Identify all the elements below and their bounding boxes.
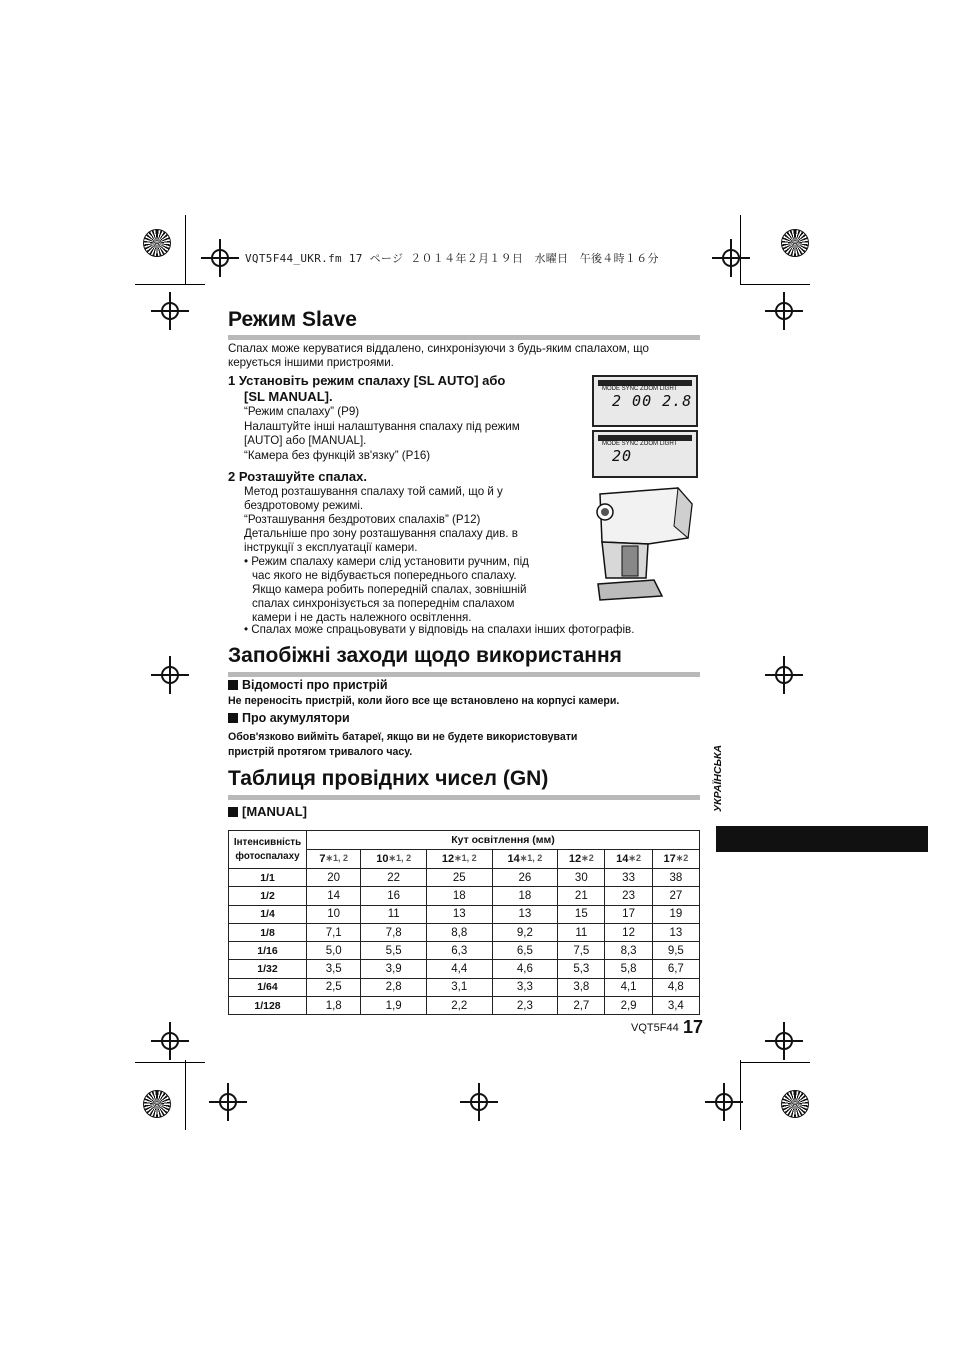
column-footnote: ∗2 xyxy=(675,853,689,863)
table-cell: 11 xyxy=(361,905,427,923)
table-cell: 1,9 xyxy=(361,997,427,1015)
step-1-title-b: [SL MANUAL]. xyxy=(244,389,333,404)
square-bullet-icon xyxy=(228,807,238,817)
table-cell: 6,3 xyxy=(426,942,492,960)
language-tab-bar xyxy=(716,826,928,852)
column-header xyxy=(652,850,699,869)
crop-mark xyxy=(185,215,186,285)
table-cell: 7,8 xyxy=(361,923,427,941)
column-mm: 17 xyxy=(663,853,676,865)
table-body xyxy=(229,869,700,1015)
table-cell: 2,9 xyxy=(605,997,652,1015)
row-label: 1/2 xyxy=(229,887,307,905)
subheading-text: Про акумулятори xyxy=(242,711,350,725)
column-footnote: ∗1, 2 xyxy=(454,853,477,863)
column-footnote: ∗1, 2 xyxy=(325,853,349,863)
step-2-line: “Розташування бездротових спалахів” (P12) xyxy=(244,513,481,526)
table-cell: 21 xyxy=(558,887,605,905)
crop-mark xyxy=(740,1060,741,1130)
table-row xyxy=(229,942,700,960)
bullet-line: камери і не дасть належного освітлення. xyxy=(252,611,472,624)
table-cell: 26 xyxy=(492,869,558,887)
section-title-gn-table: Таблиця провідних чисел (GN) xyxy=(228,767,549,790)
table-row xyxy=(229,887,700,905)
step-2-title: 2 Розташуйте спалах. xyxy=(228,469,367,484)
row-label: 1/64 xyxy=(229,978,307,996)
registration-mark-icon xyxy=(781,229,809,257)
table-cell: 8,8 xyxy=(426,923,492,941)
section-title-precautions: Запобіжні заходи щодо використання xyxy=(228,644,622,667)
crop-mark xyxy=(185,1060,186,1130)
row-label: 1/8 xyxy=(229,923,307,941)
crosshair-icon xyxy=(715,1093,733,1111)
table-cell: 27 xyxy=(652,887,699,905)
table-header-angle: Кут освітлення (мм) xyxy=(307,831,700,850)
crosshair-icon xyxy=(775,1032,793,1050)
table-cell: 22 xyxy=(361,869,427,887)
table-row xyxy=(229,978,700,996)
language-tab-label: УКРАЇНСЬКА xyxy=(712,745,724,813)
step-2 xyxy=(228,469,588,625)
table-cell: 17 xyxy=(605,905,652,923)
column-header xyxy=(492,850,558,869)
step-1-line: [AUTO] або [MANUAL]. xyxy=(244,434,367,447)
section-rule xyxy=(228,335,700,340)
bullet-line: спалах синхронізується за попереднім спалахом xyxy=(252,597,515,610)
crop-mark xyxy=(740,215,741,285)
table-cell: 13 xyxy=(652,923,699,941)
table-cell: 7,5 xyxy=(558,942,605,960)
lcd-mode-row: MODE SYNC ZOOM LIGHT xyxy=(602,441,678,447)
slave-intro: Спалах може керуватися віддалено, синхронізуючи з будь-яким спалахом, що керується іншими пристроями. xyxy=(228,342,649,369)
column-mm: 14 xyxy=(616,853,629,865)
row-label: 1/128 xyxy=(229,997,307,1015)
table-cell: 3,1 xyxy=(426,978,492,996)
column-footnote: ∗2 xyxy=(581,853,594,863)
section-title-slave: Режим Slave xyxy=(228,308,357,331)
section-rule xyxy=(228,672,700,677)
table-cell: 16 xyxy=(361,887,427,905)
file-header: VQT5F44_UKR.fm 17 ページ ２０１４年２月１９日 水曜日 午後４時１６分 xyxy=(245,252,659,265)
step-2-line: Метод розташування спалаху той самий, що й у xyxy=(244,485,503,498)
table-cell: 3,3 xyxy=(492,978,558,996)
square-bullet-icon xyxy=(228,680,238,690)
column-mm: 12 xyxy=(568,853,582,865)
row-label: 1/32 xyxy=(229,960,307,978)
table-cell: 10 xyxy=(307,905,361,923)
crosshair-icon xyxy=(775,302,793,320)
table-cell: 1,8 xyxy=(307,997,361,1015)
device-info-text: Не переносіть пристрій, коли його все ще встановлено на корпусі камери. xyxy=(228,695,620,707)
bullet-line: • Режим спалаху камери слід установити ручним, під xyxy=(244,555,529,568)
crop-mark xyxy=(740,284,810,285)
column-header xyxy=(361,850,427,869)
step-1-line: “Камера без функцій зв'язку” (P16) xyxy=(244,448,431,462)
table-cell: 23 xyxy=(605,887,652,905)
table-cell: 8,3 xyxy=(605,942,652,960)
crop-mark xyxy=(740,1062,810,1063)
registration-mark-icon xyxy=(781,1090,809,1118)
table-cell: 15 xyxy=(558,905,605,923)
step-1 xyxy=(228,373,588,463)
subheading-batteries xyxy=(228,711,350,725)
lcd-display-sl-manual xyxy=(592,430,698,478)
bullet-line: час якого не відбувається попереднього спалаху. xyxy=(252,569,517,582)
column-header xyxy=(426,850,492,869)
lcd-digits: 20 xyxy=(612,447,633,465)
table-cell: 2,5 xyxy=(307,978,361,996)
lcd-mode-row: MODE SYNC ZOOM LIGHT xyxy=(602,386,678,392)
step-1-title-a: 1 Установіть режим спалаху [SL AUTO] або xyxy=(228,373,506,388)
table-cell: 12 xyxy=(605,923,652,941)
table-cell: 2,8 xyxy=(361,978,427,996)
guide-number-table xyxy=(228,830,700,1015)
lcd-display-sl-auto xyxy=(592,375,698,427)
table-cell: 20 xyxy=(307,869,361,887)
subheading-manual xyxy=(228,804,307,819)
battery-text-line: Обов'язково вийміть батареї, якщо ви не будете використовувати xyxy=(228,731,578,743)
column-header xyxy=(307,850,361,869)
table-cell: 4,6 xyxy=(492,960,558,978)
section-rule xyxy=(228,795,700,800)
table-cell: 3,9 xyxy=(361,960,427,978)
table-cell: 18 xyxy=(492,887,558,905)
column-footnote: ∗2 xyxy=(628,853,641,863)
step-2-line: інструкції з експлуатації камери. xyxy=(244,541,418,554)
table-cell: 4,8 xyxy=(652,978,699,996)
table-cell: 19 xyxy=(652,905,699,923)
table-cell: 33 xyxy=(605,869,652,887)
column-header xyxy=(558,850,605,869)
column-mm: 14 xyxy=(507,853,520,865)
subheading-text: Відомості про пристрій xyxy=(242,678,388,692)
subheading-text: [MANUAL] xyxy=(242,804,307,819)
registration-mark-icon xyxy=(143,229,171,257)
step-2-line: бездротовому режимі. xyxy=(244,499,364,512)
table-cell: 3,4 xyxy=(652,997,699,1015)
table-cell: 13 xyxy=(426,905,492,923)
row-label: 1/4 xyxy=(229,905,307,923)
table-header-intensity xyxy=(229,831,307,869)
table-cell: 38 xyxy=(652,869,699,887)
row-label: 1/1 xyxy=(229,869,307,887)
table-cell: 3,5 xyxy=(307,960,361,978)
crosshair-icon xyxy=(722,249,740,267)
table-row xyxy=(229,997,700,1015)
bullet-2: • Спалах може спрацьовувати у відповідь на спалахи інших фотографів. xyxy=(244,623,635,636)
crop-mark xyxy=(135,1062,205,1063)
step-2-line: Детальніше про зону розташування спалаху див. в xyxy=(244,527,518,540)
bullet-line: Якщо камера робить попередній спалах, зовнішній xyxy=(252,583,527,596)
table-cell: 5,8 xyxy=(605,960,652,978)
crosshair-icon xyxy=(470,1093,488,1111)
table-cell: 11 xyxy=(558,923,605,941)
column-mm: 10 xyxy=(376,853,389,865)
header-text: фотоспалаху xyxy=(235,850,300,862)
flash-unit-illustration xyxy=(588,486,698,604)
table-row xyxy=(229,960,700,978)
table-cell: 4,1 xyxy=(605,978,652,996)
page-number: 17 xyxy=(683,1017,704,1037)
table-cell: 7,1 xyxy=(307,923,361,941)
table-cell: 5,0 xyxy=(307,942,361,960)
table-cell: 9,2 xyxy=(492,923,558,941)
crosshair-icon xyxy=(161,302,179,320)
table-cell: 4,4 xyxy=(426,960,492,978)
table-cell: 2,7 xyxy=(558,997,605,1015)
battery-text xyxy=(228,730,698,760)
battery-text-line: пристрій протягом тривалого часу. xyxy=(228,746,413,758)
crosshair-icon xyxy=(219,1093,237,1111)
table-cell: 6,5 xyxy=(492,942,558,960)
table-cell: 13 xyxy=(492,905,558,923)
table-row xyxy=(229,905,700,923)
column-mm: 7 xyxy=(319,853,326,865)
table-row xyxy=(229,869,700,887)
table-cell: 3,8 xyxy=(558,978,605,996)
crosshair-icon xyxy=(211,249,229,267)
table-cell: 6,7 xyxy=(652,960,699,978)
lcd-digits: 2 00 2.8 xyxy=(612,392,693,410)
column-footnote: ∗1, 2 xyxy=(519,853,543,863)
step-1-line: Налаштуйте інші налаштування спалаху під режим xyxy=(244,419,520,433)
subheading-device-info xyxy=(228,678,388,692)
table-cell: 18 xyxy=(426,887,492,905)
table-cell: 2,3 xyxy=(492,997,558,1015)
header-text: Інтенсивність xyxy=(233,836,302,848)
column-header xyxy=(605,850,652,869)
table-cell: 5,5 xyxy=(361,942,427,960)
crosshair-icon xyxy=(161,1032,179,1050)
table-cell: 2,2 xyxy=(426,997,492,1015)
table-cell: 30 xyxy=(558,869,605,887)
row-label: 1/16 xyxy=(229,942,307,960)
table-cell: 9,5 xyxy=(652,942,699,960)
crop-mark xyxy=(135,284,205,285)
crosshair-icon xyxy=(161,666,179,684)
table-cell: 5,3 xyxy=(558,960,605,978)
table-cell: 25 xyxy=(426,869,492,887)
crosshair-icon xyxy=(775,666,793,684)
table-cell: 14 xyxy=(307,887,361,905)
footer-code: VQT5F44 xyxy=(631,1022,679,1034)
column-mm: 12 xyxy=(441,853,455,865)
square-bullet-icon xyxy=(228,713,238,723)
column-footnote: ∗1, 2 xyxy=(388,853,412,863)
table-row xyxy=(229,923,700,941)
step-1-line: “Режим спалаху” (P9) xyxy=(244,405,360,418)
registration-mark-icon xyxy=(143,1090,171,1118)
